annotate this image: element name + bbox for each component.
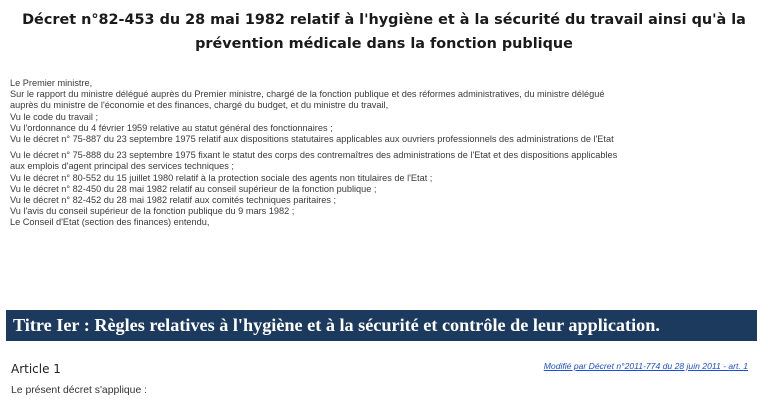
modification-link[interactable]: Modifié par Décret n°2011-774 du 28 juin 2011 - art. 1 [543, 361, 748, 371]
preamble-line: Vu l'ordonnance du 4 février 1959 relative au statut général des fonctionnaires ; [10, 122, 333, 133]
preamble-line: Vu l'avis du conseil supérieur de la fonction publique du 9 mars 1982 ; [10, 206, 295, 217]
preamble-line: Sur le rapport du ministre délégué auprès du Premier ministre, chargé de la fonction publique et des réformes administratives, du ministre délégué [10, 89, 605, 100]
preamble-line: aux emplois d'agent principal des services techniques ; [10, 161, 234, 172]
preamble-line: auprès du ministre de l'économie et des finances, chargé du budget, et du ministre du travail, [10, 100, 389, 111]
preamble-line: Vu le décret n° 75-888 du 23 septembre 1975 fixant le statut des corps des contremaîtres des administrations de l'Etat et des dispositions applicables [10, 150, 618, 161]
article-text: Le présent décret s'applique : [11, 385, 147, 396]
preamble [10, 78, 762, 229]
preamble-line: Vu le décret n° 82-452 du 28 mai 1982 relatif aux comités techniques paritaires ; [10, 195, 337, 206]
article-heading: Article 1 [11, 362, 61, 376]
titre-banner: Titre Ier : Règles relatives à l'hygiène et à la sécurité et contrôle de leur application. [6, 310, 757, 341]
preamble-line: Vu le décret n° 82-450 du 28 mai 1982 relatif au conseil supérieur de la fonction publique ; [10, 183, 377, 194]
page-title: Décret n°82-453 du 28 mai 1982 relatif à l'hygiène et à la sécurité du travail ainsi qu'à la prévention médicale dans la fonction publique [22, 12, 746, 52]
preamble-line: Vu le code du travail ; [10, 111, 99, 122]
preamble-line: Vu le décret n° 75-887 du 23 septembre 1975 relatif aux dispositions statutaires applicables aux ouvriers professionnels des administrations de l'Etat [10, 134, 614, 145]
preamble-line: Le Conseil d'Etat (section des finances) entendu, [10, 217, 210, 228]
preamble-line: Le Premier ministre, [10, 78, 93, 88]
preamble-line: Vu le décret n° 80-552 du 15 juillet 1980 relatif à la protection sociale des agents non titulaires de l'Etat ; [10, 172, 433, 183]
